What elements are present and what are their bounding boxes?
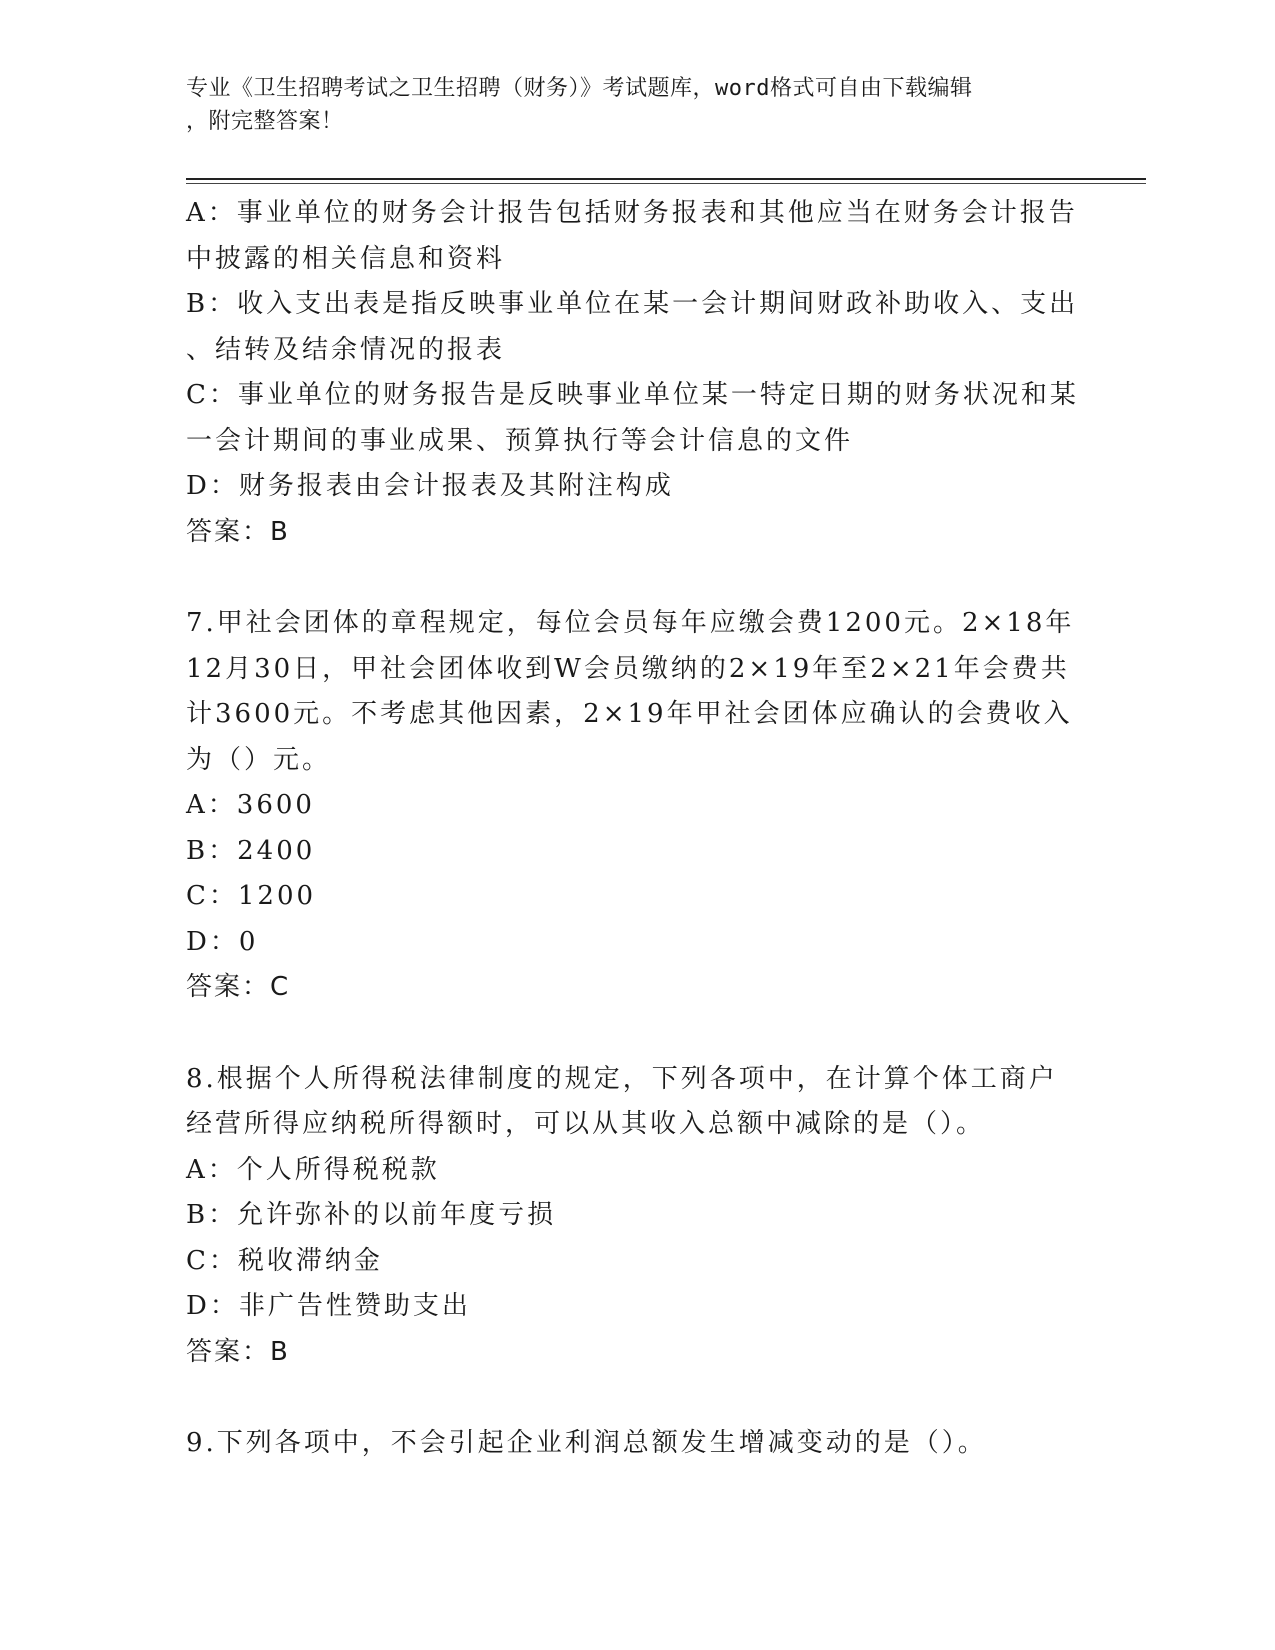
- question-7-stem: 7.甲社会团体的章程规定，每位会员每年应缴会费1200元。2×18年 12月30日，甲社会团体收到W会员缴纳的2×19年至2×21年会费共 计3600元。不考虑其他因素，2×19年甲社会团体应确认的会费收入 为（）元。: [186, 608, 1075, 775]
- option-d: D：0: [186, 926, 259, 957]
- header-rule-thick: [186, 178, 1146, 180]
- question-9-stem: 9.下列各项中，不会引起企业利润总额发生增减变动的是（）。: [186, 1428, 987, 1458]
- answer-line: 答案：B: [186, 516, 290, 547]
- option-b: B：2400: [186, 835, 316, 866]
- question-8-stem: 8.根据个人所得税法律制度的规定，下列各项中，在计算个体工商户 经营所得应纳税所得额时，可以从其收入总额中减除的是（）。: [186, 1063, 1058, 1139]
- question-6-options: [186, 191, 1086, 510]
- answer-line: 答案：B: [186, 1336, 290, 1367]
- spacer: [186, 555, 1086, 601]
- option-a: A：个人所得税税款: [186, 1154, 440, 1185]
- option-b: B：允许弥补的以前年度亏损: [186, 1200, 557, 1230]
- option-d: D：财务报表由会计报表及其附注构成: [186, 471, 674, 501]
- option-d: D：非广告性赞助支出: [186, 1291, 471, 1321]
- option-a: A：事业单位的财务会计报告包括财务报表和其他应当在财务会计报告 中披露的相关信息和资料: [186, 198, 1078, 274]
- option-c: C：税收滞纳金: [186, 1245, 383, 1276]
- document-header: [186, 72, 1086, 138]
- spacer: [186, 1375, 1086, 1421]
- header-line-1: 专业《卫生招聘考试之卫生招聘（财务）》考试题库，word格式可自由下载编辑: [186, 76, 973, 101]
- option-c: C：事业单位的财务报告是反映事业单位某一特定日期的财务状况和某 一会计期间的事业成果、预算执行等会计信息的文件: [186, 380, 1079, 456]
- option-b: B：收入支出表是指反映事业单位在某一会计期间财政补助收入、支出 、结转及结余情况的报表: [186, 289, 1079, 365]
- header-line-2: ，附完整答案！: [186, 109, 344, 134]
- option-c: C：1200: [186, 881, 317, 911]
- question-content: [186, 191, 1086, 1467]
- answer-line: 答案：C: [186, 972, 291, 1002]
- option-a: A：3600: [186, 790, 315, 820]
- header-rule-thin: [186, 183, 1146, 184]
- spacer: [186, 1011, 1086, 1057]
